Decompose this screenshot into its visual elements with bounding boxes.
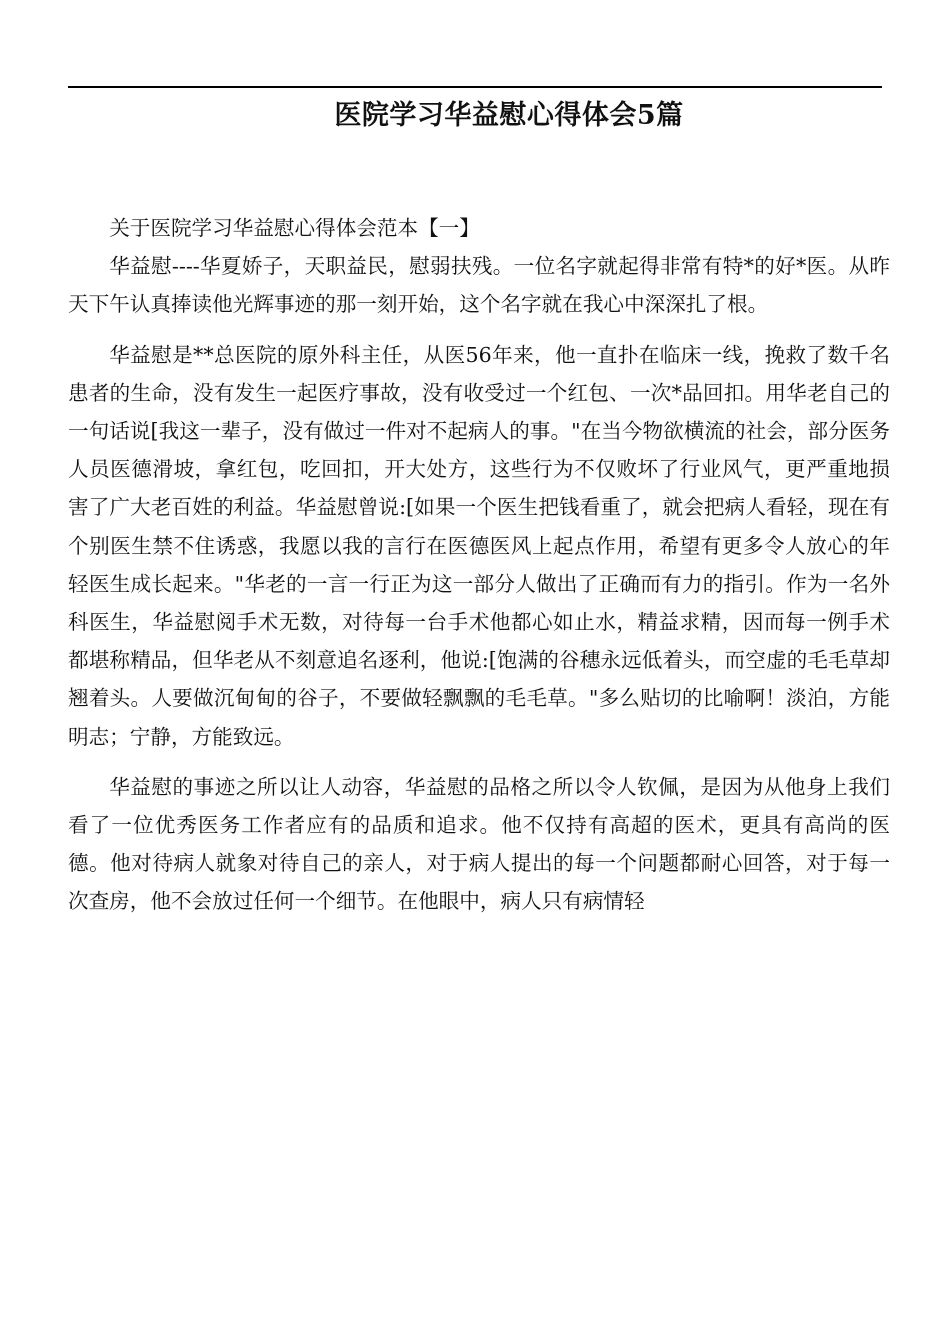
- document-body: [68, 209, 890, 933]
- paragraph-1: 华益慰----华夏娇子，天职益民，慰弱扶残。一位名字就起得非常有特*的好*医。从昨天下午认真捧读他光辉事迹的那一刻开始，这个名字就在我心中深深扎了根。: [68, 254, 890, 317]
- paragraph-3: 华益慰的事迹之所以让人动容，华益慰的品格之所以令人钦佩，是因为从他身上我们看了一位优秀医务工作者应有的品质和追求。他不仅持有高超的医术，更具有高尚的医德。他对待病人就象对待自己的亲人，对于病人提出的每一个问题都耐心回答，对于每一次查房，他不会放过任何一个细节。在他眼中，病人只有病情轻: [68, 774, 890, 914]
- document-title: 医院学习华益慰心得体会5篇: [334, 100, 684, 131]
- section-subtitle: 关于医院学习华益慰心得体会范本【一】: [109, 216, 480, 240]
- paragraph-2: 华益慰是**总医院的原外科主任，从医56年来，他一直扑在临床一线，挽救了数千名患者的生命，没有发生一起医疗事故，没有收受过一个红包、一次*品回扣。用华老自己的一句话说[我这一辈子，没有做过一件对不起病人的事。"在当今物欲横流的社会，部分医务人员医德滑坡，拿红包，吃回扣，开大处方，这些行为不仅败坏了行业风气，更严重地损害了广大老百姓的利益。华益慰曾说:[如果一个医生把钱看重了，就会把病人看轻，现在有个别医生禁不住诱惑，我愿以我的言行在医德医风上起点作用，希望有更多令人放心的年轻医生成长起来。"华老的一言一行正为这一部分人做出了正确而有力的指引。作为一名外科医生，华益慰阅手术无数，对待每一台手术他都心如止水，精益求精，因而每一例手术都堪称精品，但华老从不刻意追名逐利，他说:[饱满的谷穗永远低着头，而空虚的毛毛草却翘着头。人要做沉甸甸的谷子，不要做轻飘飘的毛毛草。"多么贴切的比喻啊！淡泊，方能明志；宁静，方能致远。: [68, 342, 890, 749]
- header-rule: [68, 86, 882, 88]
